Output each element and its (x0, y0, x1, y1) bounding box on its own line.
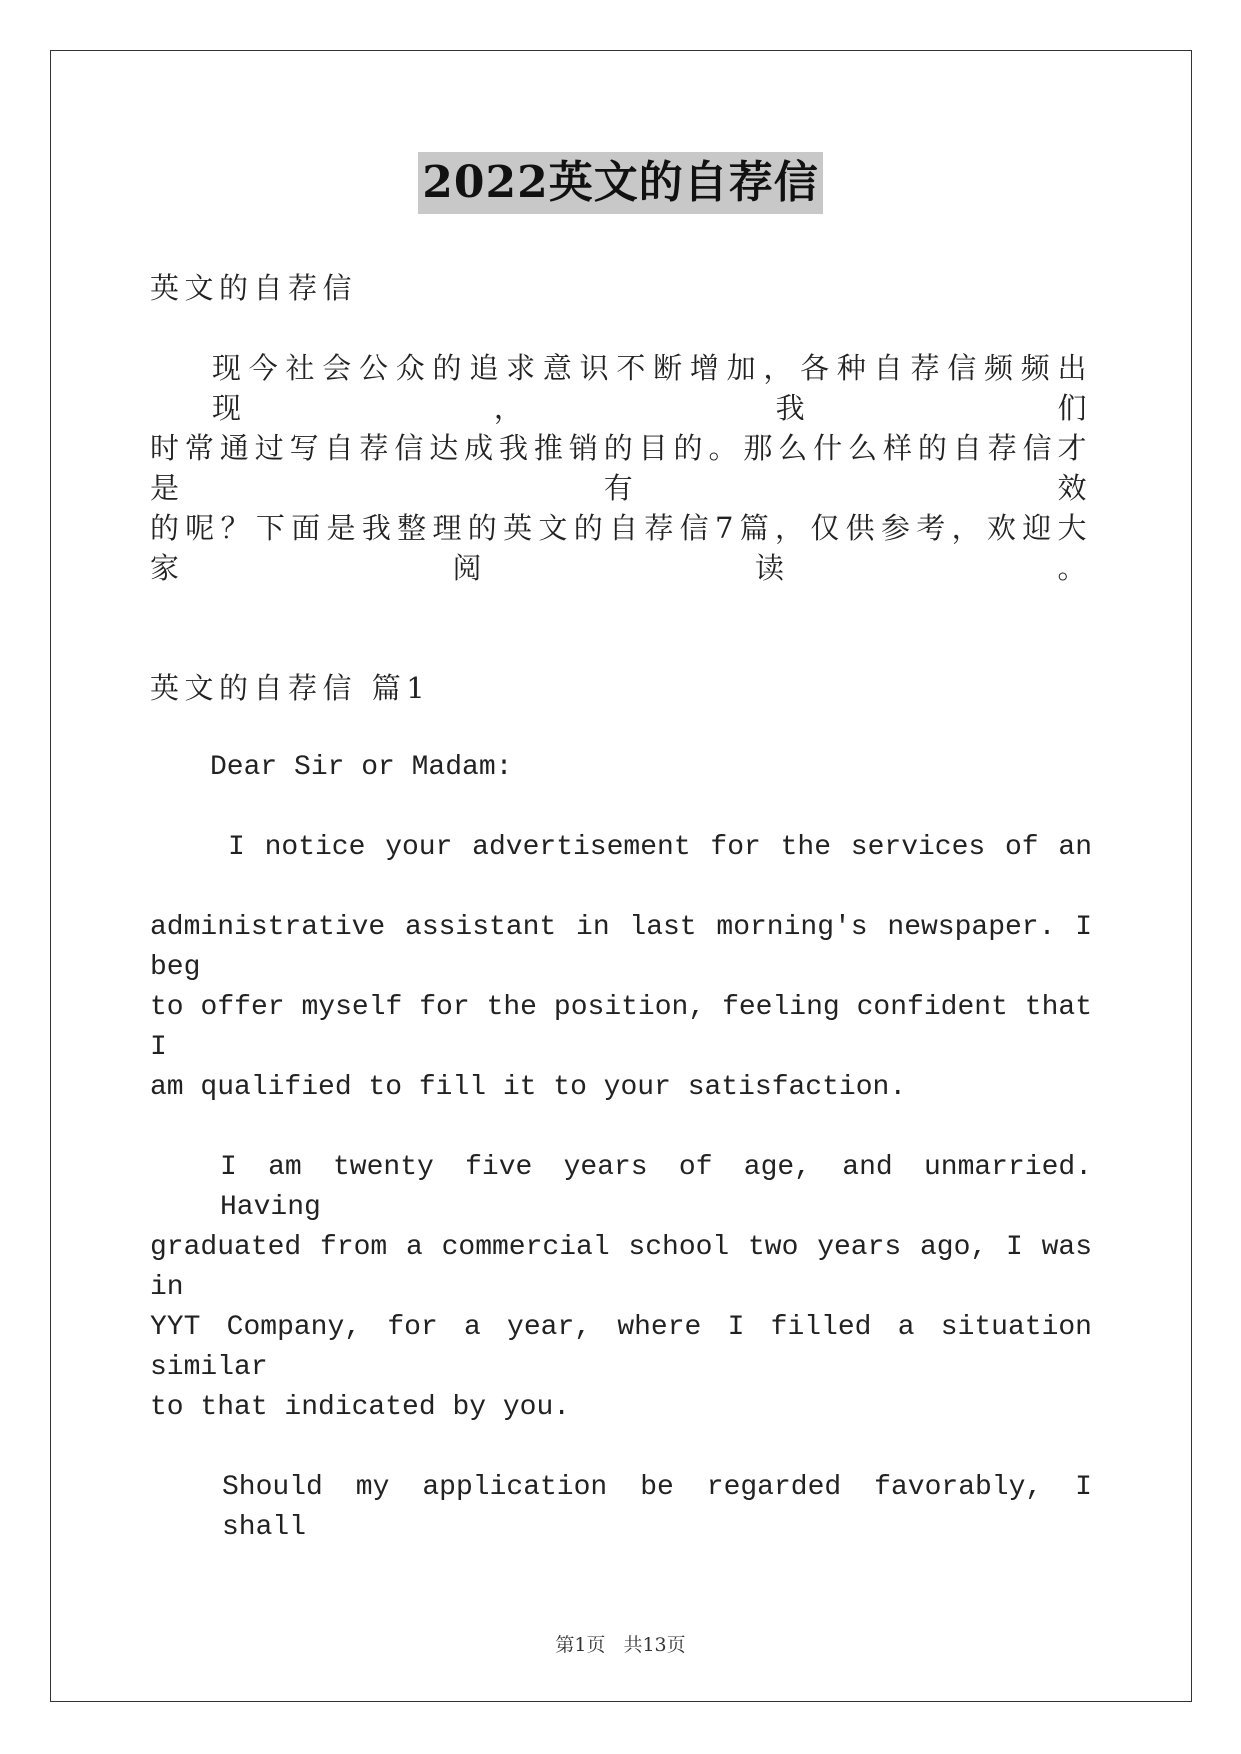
letter-line-7: YYT Company, for a year, where I filled a situation similar (150, 1312, 1092, 1383)
letter-line-8: to that indicated by you. (150, 1392, 571, 1423)
letter-line-1: I notice your advertisement for the services of an (228, 832, 1092, 863)
letter-line-5: I am twenty five years of age, and unmarried. Having (220, 1152, 1092, 1223)
page-footer (0, 1630, 1241, 1657)
document-subtitle: 英文的自荐信 (150, 271, 358, 305)
page-total: 共13页 (623, 1634, 686, 1656)
section-heading: 英文的自荐信 篇1 (150, 671, 431, 705)
letter-line-2: administrative assistant in last morning's newspaper. I beg (150, 912, 1092, 983)
document-title: 2022英文的自荐信 (418, 152, 822, 214)
title-wrap (0, 152, 1241, 214)
letter-line-6: graduated from a commercial school two years ago, I was in (150, 1232, 1092, 1303)
page-number: 第1页 (555, 1634, 606, 1656)
letter-line-9: Should my application be regarded favorably, I shall (222, 1472, 1092, 1543)
intro-line-1: 现今社会公众的追求意识不断增加，各种自荐信频频出现，我们 (212, 351, 1092, 425)
intro-line-3: 的呢？下面是我整理的英文的自荐信7篇，仅供参考，欢迎大家阅读。 (150, 511, 1092, 585)
letter-line-4: am qualified to fill it to your satisfaction. (150, 1072, 907, 1103)
salutation: Dear Sir or Madam: (210, 752, 513, 783)
letter-line-3: to offer myself for the position, feeling confident that I (150, 992, 1092, 1063)
intro-line-2: 时常通过写自荐信达成我推销的目的。那么什么样的自荐信才是有效 (150, 431, 1092, 505)
